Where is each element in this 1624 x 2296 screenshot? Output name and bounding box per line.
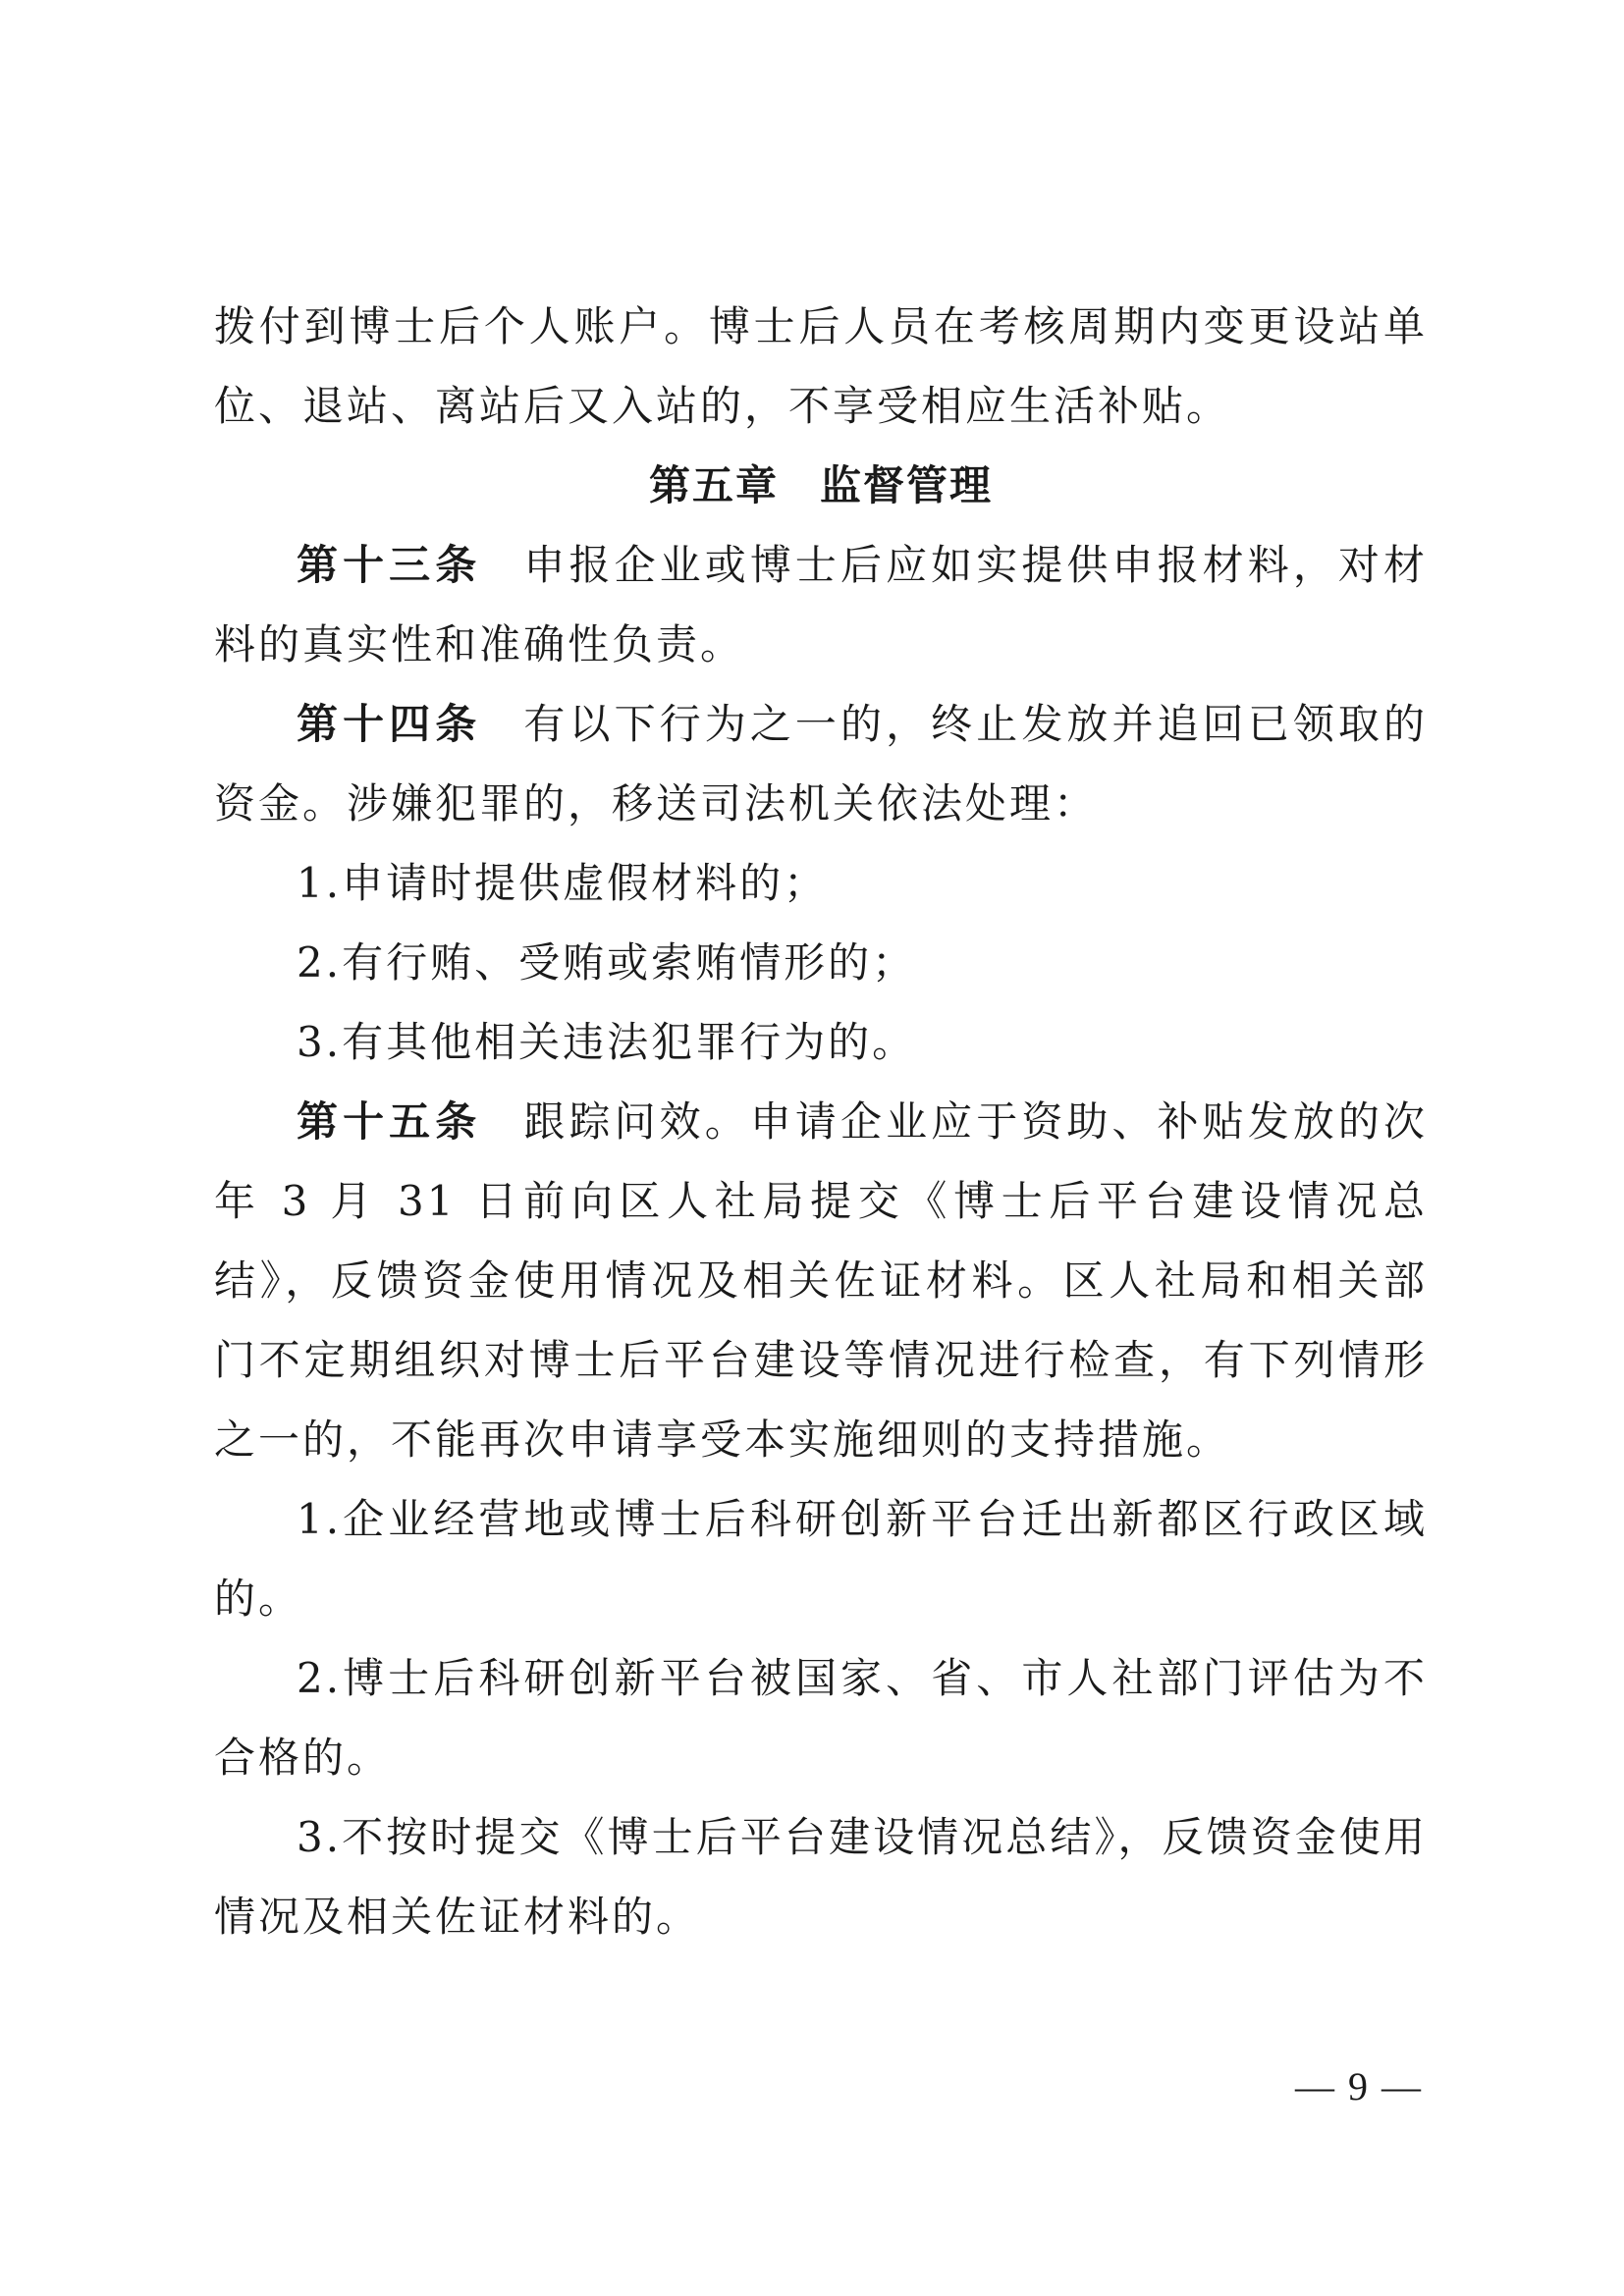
chapter-number: 第五章 — [648, 461, 779, 509]
list-item: 3.不按时提交《博士后平台建设情况总结》，反馈资金使用情况及相关佐证材料的。 — [214, 1813, 1428, 1941]
article-13 — [214, 525, 1428, 684]
article-text: 跟踪问效。申请企业应于资助、补贴发放的次年 3 月 31 日前向区人社局提交《博士后平台建设情况总结》，反馈资金使用情况及相关佐证材料。区人社局和相关部门不定期组织对博士后平台建设等情况进行检查，有下列情形之一的，不能再次申请享受本实施细则的支持措施。 — [214, 1097, 1428, 1464]
article-text: 有以下行为之一的，终止发放并追回已领取的资金。涉嫌犯罪的，移送司法机关依法处理： — [214, 700, 1428, 828]
article-label: 第十四条 — [297, 700, 482, 748]
article-label: 第十五条 — [297, 1097, 482, 1146]
list-item: 1.申请时提供虚假材料的； — [297, 859, 829, 907]
article-14 — [214, 684, 1428, 843]
list-item: 3.有其他相关违法犯罪行为的。 — [297, 1018, 917, 1066]
article-label: 第十三条 — [297, 541, 482, 589]
chapter-heading — [214, 446, 1428, 525]
list-item: 2.有行贿、受贿或索贿情形的； — [297, 938, 917, 987]
list-item: 1.企业经营地或博士后科研创新平台迁出新都区行政区域的。 — [214, 1495, 1428, 1623]
paragraph-continuation: 拨付到博士后个人账户。博士后人员在考核周期内变更设站单位、退站、离站后又入站的，不享受相应生活补贴。 — [214, 302, 1428, 430]
document-body — [214, 287, 1428, 1956]
page-number: — 9 — — [1295, 2064, 1423, 2109]
chapter-title: 监督管理 — [820, 461, 994, 509]
list-item: 2.博士后科研创新平台被国家、省、市人社部门评估为不合格的。 — [214, 1654, 1428, 1782]
article-text: 申报企业或博士后应如实提供申报材料，对材料的真实性和准确性负责。 — [214, 541, 1428, 668]
article-15 — [214, 1082, 1428, 1479]
